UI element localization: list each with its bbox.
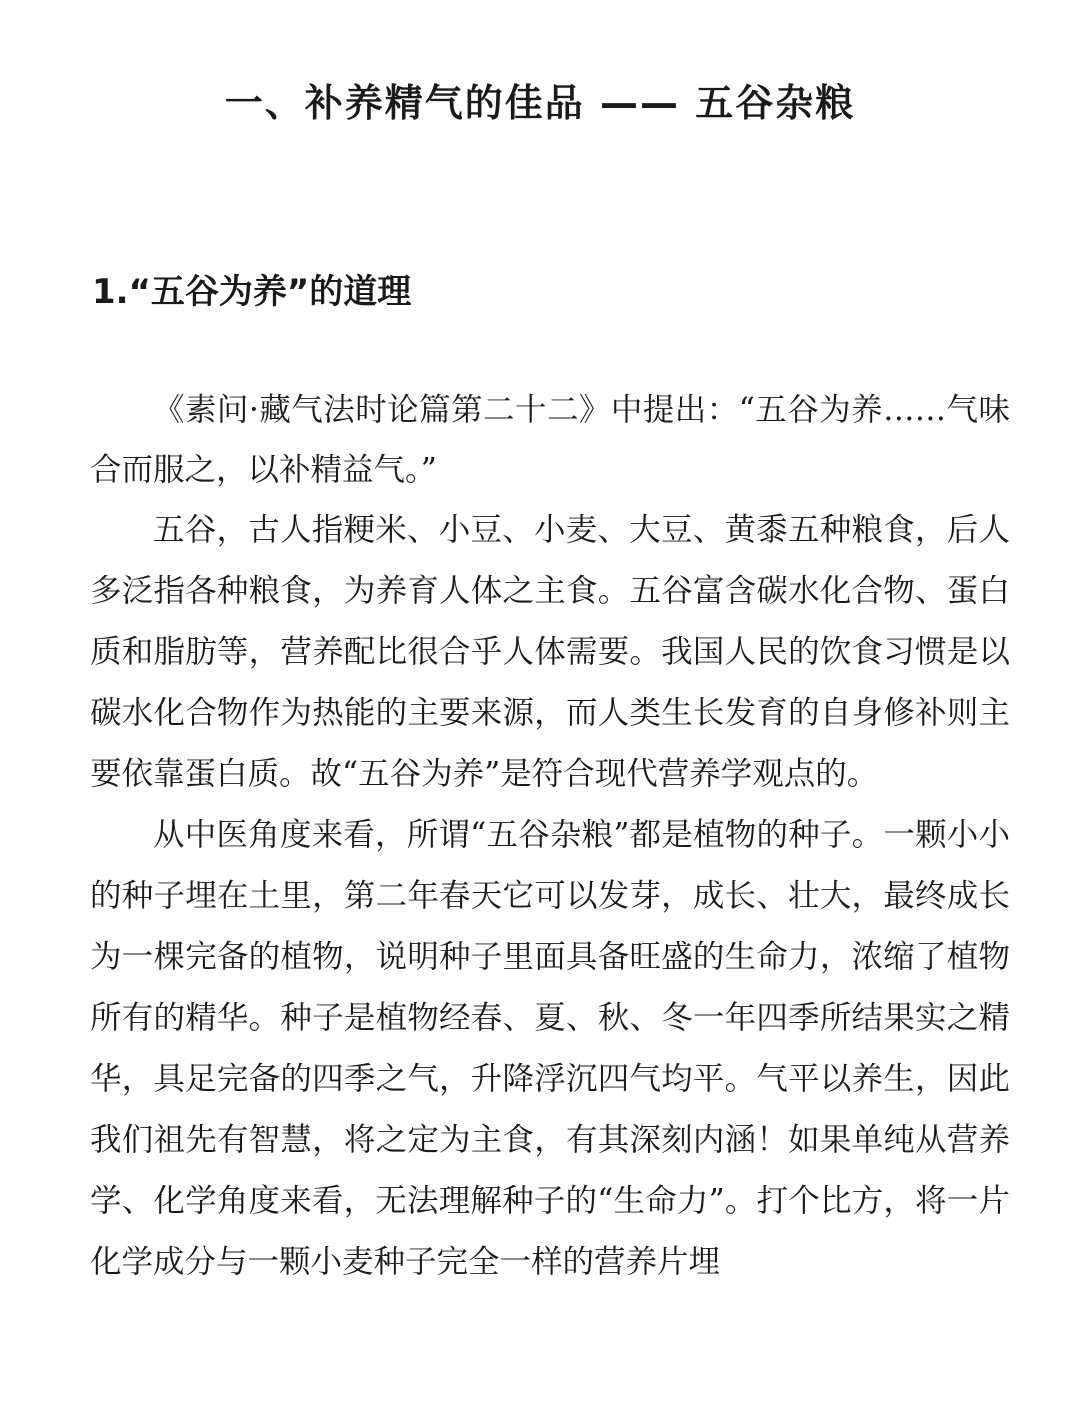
paragraph-quote: 《素问·藏气法时论篇第二十二》中提出：“五谷为养……气味合而服之，以补精益气。” xyxy=(90,392,1010,488)
paragraph-tcm-view: 从中医角度来看，所谓“五谷杂粮”都是植物的种子。一颗小小的种子埋在土里，第二年春天它可以发芽，成长、壮大，最终成长为一棵完备的植物，说明种子里面具备旺盛的生命力，浓缩了植物所有的精华。种子是植物经春、夏、秋、冬一年四季所结果实之精华，具足完备的四季之气，升降浮沉四气均平。气平以养生，因此我们祖先有智慧，将之定为主食，有其深刻内涵！如果单纯从营养学、化学角度来看，无法理解种子的“生命力”。打个比方，将一片化学成分与一颗小麦种子完全一样的营养片埋 xyxy=(90,817,1010,1280)
body-text xyxy=(90,380,1010,1293)
section-heading: 1.“五谷为养”的道理 xyxy=(92,272,412,312)
page-title: 一、补养精气的佳品 —— 五谷杂粮 xyxy=(224,81,856,125)
paragraph-five-grains: 五谷，古人指粳米、小豆、小麦、大豆、黄黍五种粮食，后人多泛指各种粮食，为养育人体之主食。五谷富含碳水化合物、蛋白质和脂肪等，营养配比很合乎人体需要。我国人民的饮食习惯是以碳水化合物作为热能的主要来源，而人类生长发育的自身修补则主要依靠蛋白质。故“五谷为养”是符合现代营养学观点的。 xyxy=(90,512,1010,792)
